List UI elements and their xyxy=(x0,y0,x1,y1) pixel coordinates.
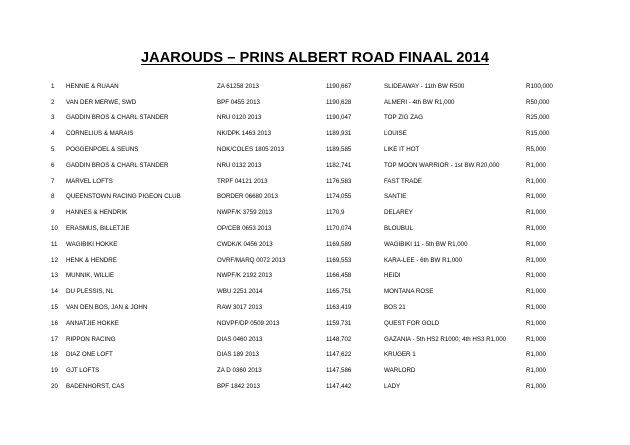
velocity-cell: 1169,553 xyxy=(326,256,352,264)
velocity-cell: 1170,074 xyxy=(326,224,352,232)
owner-cell: HANNES & HENDRIK xyxy=(66,209,128,217)
owner-cell: ERASMUS, BILLETJIE xyxy=(66,224,130,232)
pigeon-name-cell: SANTIE xyxy=(384,193,407,201)
owner-cell: RIPPON RACING xyxy=(66,335,116,343)
pigeon-name-cell: GAZANIA - 5th HS2 R1000; 4th HS3 R1,000 xyxy=(384,335,507,343)
pigeon-name-cell: QUEST FOR GOLD xyxy=(384,319,440,327)
position-cell: 11 xyxy=(51,240,58,248)
results-body xyxy=(51,79,571,395)
velocity-cell: 1189,585 xyxy=(326,145,352,153)
position-cell: 10 xyxy=(51,224,58,232)
ring-number-cell: NRU 0120 2013 xyxy=(217,114,262,122)
position-cell: 7 xyxy=(51,177,55,185)
table-row xyxy=(51,221,571,237)
owner-cell: GADDIN BROS & CHARL STANDER xyxy=(66,114,169,122)
owner-cell: DIAZ ONE LOFT xyxy=(66,351,113,359)
prize-cell: R1,000 xyxy=(526,382,546,390)
prize-cell: R1,000 xyxy=(526,177,546,185)
pigeon-name-cell: HEIDI xyxy=(384,272,401,280)
velocity-cell: 1166,458 xyxy=(326,272,352,280)
ring-number-cell: BPF 1842 2013 xyxy=(217,382,261,390)
pigeon-name-cell: WAGIBIKI 11 - 5th BW R1,000 xyxy=(384,240,468,248)
position-cell: 16 xyxy=(51,319,58,327)
velocity-cell: 1169,589 xyxy=(326,240,352,248)
ring-number-cell: BPF 0455 2013 xyxy=(217,98,261,106)
ring-number-cell: ZA 61258 2013 xyxy=(217,82,259,90)
velocity-cell: 1176,583 xyxy=(326,177,352,185)
owner-cell: GJT LOFTS xyxy=(66,367,100,375)
ring-number-cell: DIAS 0460 2013 xyxy=(217,335,263,343)
prize-cell: R1,000 xyxy=(526,256,546,264)
ring-number-cell: NOVPF/DP 0509 2013 xyxy=(217,319,280,327)
velocity-cell: 1147,586 xyxy=(326,367,352,375)
owner-cell: ANNATJIE HOKKE xyxy=(66,319,119,327)
ring-number-cell: OP/CEB 0653 2013 xyxy=(217,224,272,232)
velocity-cell: 1190,667 xyxy=(326,82,352,90)
ring-number-cell: NWPF/K 2192 2013 xyxy=(217,272,273,280)
position-cell: 20 xyxy=(51,382,58,390)
table-row xyxy=(51,190,571,206)
velocity-cell: 1147,442 xyxy=(326,382,352,390)
velocity-cell: 1148,702 xyxy=(326,335,352,343)
position-cell: 6 xyxy=(51,161,55,169)
pigeon-name-cell: SLIDEAWAY - 11th BW R500 xyxy=(384,82,465,90)
pigeon-name-cell: WARLORD xyxy=(384,367,416,375)
table-row xyxy=(51,284,571,300)
position-cell: 12 xyxy=(51,256,58,264)
pigeon-name-cell: DELAREY xyxy=(384,209,413,217)
pigeon-name-cell: BOS 21 xyxy=(384,303,406,311)
table-row xyxy=(51,379,571,395)
results-table xyxy=(51,79,571,395)
owner-cell: MARVEL LOFTS xyxy=(66,177,113,185)
ring-number-cell: RAW 3017 2013 xyxy=(217,303,263,311)
velocity-cell: 1165,751 xyxy=(326,288,352,296)
owner-cell: VAN DEN BOS, JAN & JOHN xyxy=(66,303,148,311)
pigeon-name-cell: ALMERI - 4th BW R1,000 xyxy=(384,98,455,106)
pigeon-name-cell: KRUGER 1 xyxy=(384,351,416,359)
pigeon-name-cell: LIKE IT HOT xyxy=(384,145,420,153)
owner-cell: MUNNIK, WILLIE xyxy=(66,272,115,280)
velocity-cell: 1182,741 xyxy=(326,161,352,169)
table-row xyxy=(51,174,571,190)
owner-cell: POGGENPOEL & SEUNS xyxy=(66,145,139,153)
table-row xyxy=(51,158,571,174)
position-cell: 14 xyxy=(51,288,58,296)
prize-cell: R100,000 xyxy=(526,82,553,90)
owner-cell: WAGIBIKI HOKKE xyxy=(66,240,118,248)
velocity-cell: 1170,9 xyxy=(326,209,345,217)
velocity-cell: 1189,931 xyxy=(326,130,352,138)
table-row xyxy=(51,316,571,332)
position-cell: 19 xyxy=(51,367,58,375)
prize-cell: R15,000 xyxy=(526,130,550,138)
velocity-cell: 1190,047 xyxy=(326,114,352,122)
prize-cell: R1,000 xyxy=(526,272,546,280)
ring-number-cell: WBU 2251 2014 xyxy=(217,288,263,296)
pigeon-name-cell: FAST TRADE xyxy=(384,177,422,185)
table-row xyxy=(51,95,571,111)
pigeon-name-cell: BLOUBUL xyxy=(384,224,413,232)
pigeon-name-cell: TOP ZIG ZAG xyxy=(384,114,423,122)
table-row xyxy=(51,300,571,316)
table-row xyxy=(51,363,571,379)
owner-cell: DU PLESSIS, NL xyxy=(66,288,114,296)
prize-cell: R1,000 xyxy=(526,161,546,169)
ring-number-cell: DIAS 189 2013 xyxy=(217,351,259,359)
velocity-cell: 1190,628 xyxy=(326,98,352,106)
position-cell: 8 xyxy=(51,193,55,201)
owner-cell: HENK & HENDRE xyxy=(66,256,117,264)
position-cell: 18 xyxy=(51,351,58,359)
owner-cell: CORNELIUS & MARAIS xyxy=(66,130,134,138)
document-title: JAAROUDS – PRINS ALBERT ROAD FINAAL 2014 xyxy=(140,50,490,66)
prize-cell: R25,000 xyxy=(526,114,550,122)
ring-number-cell: TRPF 04121 2013 xyxy=(217,177,268,185)
owner-cell: HENNIE & RUAAN xyxy=(66,82,119,90)
owner-cell: QUEENSTOWN RACING PIGEON CLUB xyxy=(66,193,181,201)
velocity-cell: 1159,731 xyxy=(326,319,352,327)
ring-number-cell: NOK/COLES 1805 2013 xyxy=(217,145,285,153)
table-row xyxy=(51,126,571,142)
pigeon-name-cell: LADY xyxy=(384,382,401,390)
velocity-cell: 1147,622 xyxy=(326,351,352,359)
prize-cell: R50,000 xyxy=(526,98,550,106)
ring-number-cell: OVRF/MARQ 0072 2013 xyxy=(217,256,286,264)
prize-cell: R1,000 xyxy=(526,367,546,375)
position-cell: 4 xyxy=(51,130,55,138)
table-row xyxy=(51,111,571,127)
owner-cell: GADDIN BROS & CHARL STANDER xyxy=(66,161,169,169)
prize-cell: R1,000 xyxy=(526,288,546,296)
pigeon-name-cell: KARA-LEE - 6th BW R1,000 xyxy=(384,256,463,264)
prize-cell: R1,000 xyxy=(526,303,546,311)
pigeon-name-cell: LOUISE xyxy=(384,130,407,138)
prize-cell: R1,000 xyxy=(526,209,546,217)
prize-cell: R1,000 xyxy=(526,351,546,359)
table-row xyxy=(51,237,571,253)
position-cell: 2 xyxy=(51,98,55,106)
position-cell: 1 xyxy=(51,82,55,90)
table-row xyxy=(51,79,571,95)
table-row xyxy=(51,205,571,221)
owner-cell: BADENHORST, CAS xyxy=(66,382,125,390)
position-cell: 17 xyxy=(51,335,58,343)
position-cell: 3 xyxy=(51,114,55,122)
prize-cell: R1,000 xyxy=(526,335,546,343)
velocity-cell: 1174,055 xyxy=(326,193,352,201)
pigeon-name-cell: TOP MOON WARRIOR - 1st BW R20,000 xyxy=(384,161,500,169)
ring-number-cell: ZA D 0360 2013 xyxy=(217,367,262,375)
velocity-cell: 1163,419 xyxy=(326,303,352,311)
prize-cell: R1,000 xyxy=(526,240,546,248)
position-cell: 5 xyxy=(51,145,55,153)
pigeon-name-cell: MONTANA ROSE xyxy=(384,288,434,296)
prize-cell: R1,000 xyxy=(526,224,546,232)
table-row xyxy=(51,269,571,285)
table-row xyxy=(51,253,571,269)
table-row xyxy=(51,332,571,348)
position-cell: 9 xyxy=(51,209,55,217)
ring-number-cell: NRU 0132 2013 xyxy=(217,161,262,169)
ring-number-cell: NWPF/K 3759 2013 xyxy=(217,209,273,217)
table-row xyxy=(51,142,571,158)
ring-number-cell: CWDK/K 0456 2013 xyxy=(217,240,273,248)
position-cell: 15 xyxy=(51,303,58,311)
prize-cell: R1,000 xyxy=(526,193,546,201)
prize-cell: R5,000 xyxy=(526,145,546,153)
prize-cell: R1,000 xyxy=(526,319,546,327)
table-row xyxy=(51,348,571,364)
position-cell: 13 xyxy=(51,272,58,280)
ring-number-cell: NK/DPK 1463 2013 xyxy=(217,130,272,138)
owner-cell: VAN DER MERWE, SWD xyxy=(66,98,137,106)
ring-number-cell: BORDER 06680 2013 xyxy=(217,193,278,201)
